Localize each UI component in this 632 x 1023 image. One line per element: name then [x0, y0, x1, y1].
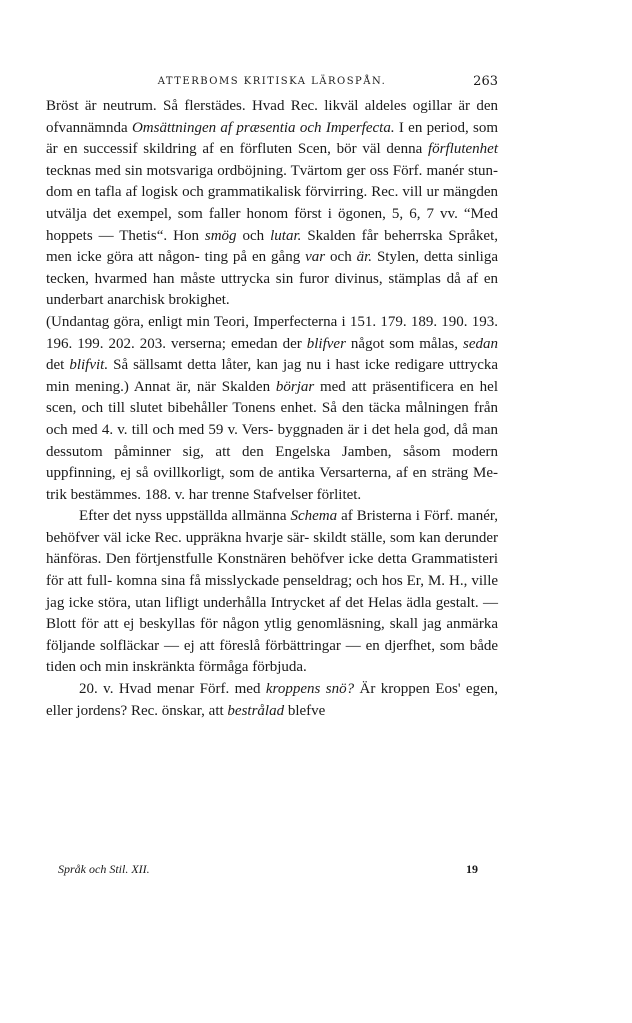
- text-line: scen, och till slutet bibehåller Tonens enhet. Så den täcka: [46, 400, 401, 417]
- text-line: trik bestämmes. 188. v. har trenne Stafvelser förlitet.: [46, 486, 362, 503]
- text-line: så ovillkorligt, som de antika Versarterna, af en sträng Me-: [136, 465, 499, 482]
- text-line: Eos' egen, eller jordens? Rec. önskar, att bestrålad blefve: [46, 681, 498, 719]
- text-line: lutar. Skalden får beherrska Språket, men icke göra att någon-: [46, 227, 498, 266]
- text-line: i ögonen, 5, 6, 7 vv. “Med hoppets — Thetis“. Hon smög och: [46, 205, 499, 244]
- paragraph: [46, 506, 498, 679]
- page-number: 263: [473, 74, 498, 89]
- signature-mark: Språk och Stil. XII.: [58, 862, 150, 876]
- text-line: ogillar är den ofvannämnda Omsättningen af præsentia och: [46, 98, 498, 136]
- text-line: blifver något som målas, sedan det blifvit. Så sällsamt detta: [46, 335, 498, 374]
- text-line: af en underbart anarchisk brokighet.: [46, 270, 499, 309]
- book-page: [46, 72, 498, 722]
- paragraph: [46, 312, 498, 506]
- text-line: 20. v. Hvad menar Förf. med kroppens snö? Är kroppen: [79, 681, 430, 698]
- text-line: vill ur mängden utvälja det exempel, som faller honom först: [46, 184, 498, 222]
- paragraph: [46, 96, 498, 312]
- text-line: komna sina få misslyckade penseldrag; och hos Er, M. H.,: [116, 573, 468, 590]
- text-line: dom en tafla af logisk och grammatikalisk förvirring. Rec.: [46, 184, 399, 201]
- running-header: [46, 72, 498, 96]
- running-title: ATTERBOMS KRITISKA LÄROSPÅN.: [157, 76, 387, 87]
- text-line: sig, att den Engelska Jamben, såsom modern uppfinning, ej: [46, 443, 499, 482]
- text-line: förfluten Scen, bör väl denna förflutenhet tecknas med sin: [46, 141, 498, 179]
- text-line: skildt ställe, som kan derunder hänföras. Den förtjenstfulle: [46, 529, 498, 568]
- text-line: låter, kan jag nu i hast icke redigare uttrycka min mening.): [46, 357, 499, 395]
- text-line: hvarmed han måste uttrycka sin furor divinus, stämplas då: [94, 270, 461, 287]
- text-line: målningen från och med 4. v. till och med 59 v. Vers-: [46, 400, 499, 438]
- text-line: i Förf. manér, behöfver väl icke Rec. uppräkna hvarje sär-: [46, 508, 499, 546]
- text-line: 179. 189. 190. 193. 196. 199. 202. 203. verserna; emedan der: [46, 313, 498, 352]
- text-line: Konstnären behöfver icke detta Grammatisteri för att full-: [46, 551, 499, 590]
- text-line: byggnaden är i det hela god, då man dessutom påminner: [46, 421, 498, 460]
- text-line: (Undantag göra, enligt min Teori, Imperfecterna i 151.: [46, 313, 377, 330]
- signature-number: 19: [466, 862, 478, 876]
- body-text: [46, 96, 498, 722]
- text-line: ytlig genomläsning, skall jag anmärka följande solfläckar —: [46, 616, 498, 654]
- text-line: Efter det nyss uppställda allmänna Schema af Bristerna: [79, 508, 412, 525]
- paragraph: [46, 679, 498, 722]
- text-line: och min inskränkta förmåga förbjuda.: [79, 659, 307, 676]
- text-line: ting på en gång var och är. Stylen, detta sinliga tecken,: [46, 249, 499, 287]
- text-line: Bröst är neutrum. Så flerstädes. Hvad Rec. likväl aldeles: [46, 98, 407, 114]
- text-line: Helas ädla gestalt. — Blott för att ej beskyllas för någon: [46, 594, 499, 633]
- text-line: ej att föreslå förbättringar — en djerfhet, som både tiden: [46, 637, 499, 676]
- text-line: motsvariga ordböjning. Tvärtom ger oss Förf. manér stun-: [146, 162, 499, 179]
- text-line: ville jag icke störa, utan lifligt underhålla Intrycket af det: [46, 573, 499, 611]
- text-line: Imperfecta. I en period, som är en successif skildring af en: [46, 119, 499, 158]
- text-line: Annat är, när Skalden börjar med att präsentificera en hel: [133, 378, 498, 395]
